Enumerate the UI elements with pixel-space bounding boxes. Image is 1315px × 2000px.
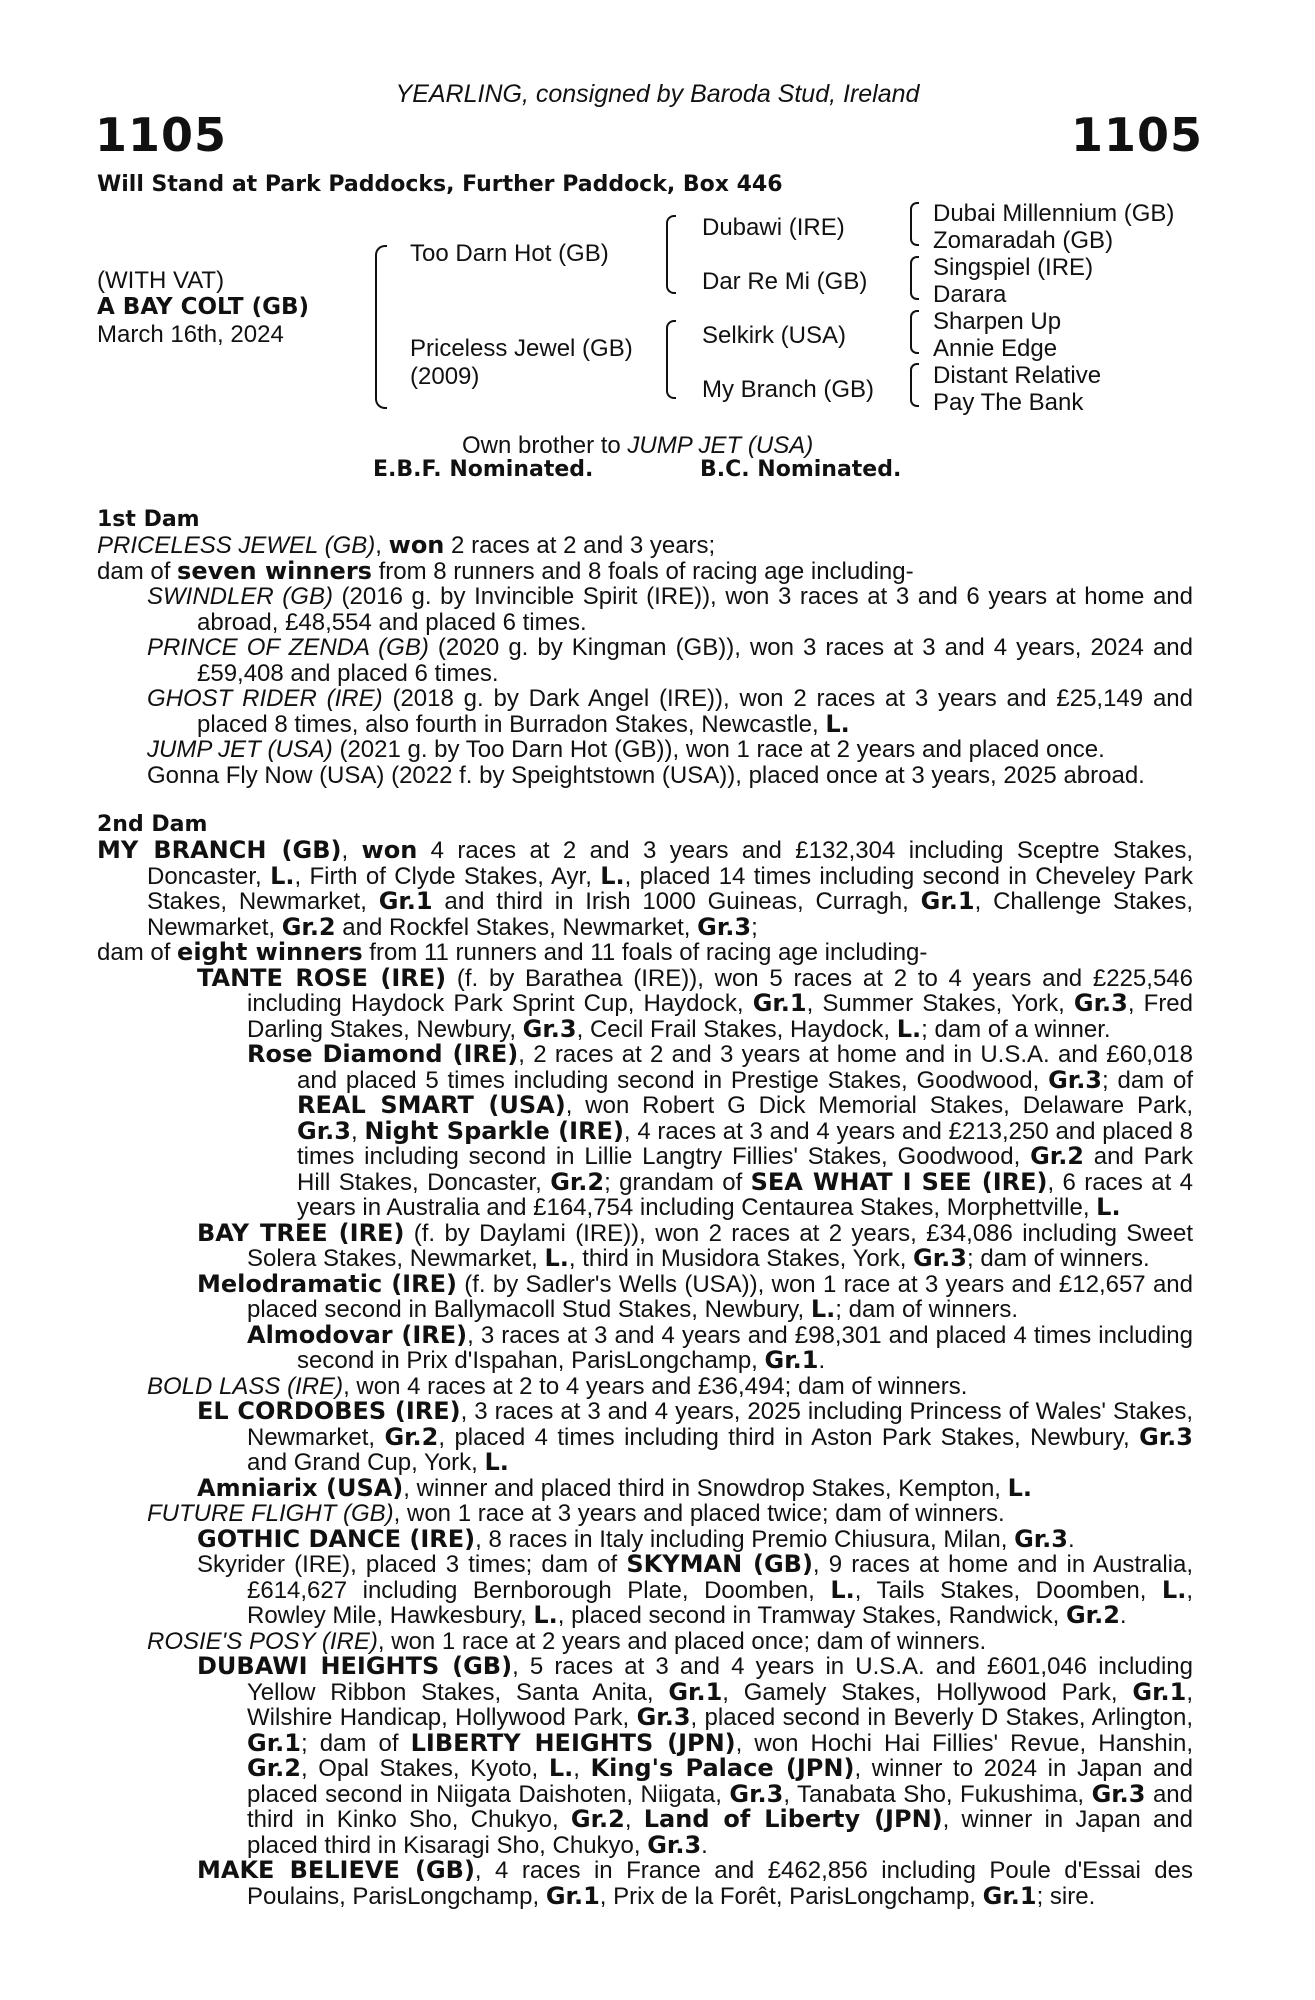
first-dam-heading: 1st Dam [97, 507, 200, 532]
gg-3: Singspiel (IRE) [933, 254, 1094, 281]
progeny-entry: Gonna Fly Now (USA) (2022 f. by Speightstown (USA)), placed once at 3 years, 2025 abroad. [147, 761, 1145, 789]
second-dam-produce: dam of eight winners from 11 runners and 11 foals of racing age including- [97, 938, 928, 966]
gg-8: Pay The Bank [933, 389, 1084, 416]
progeny-entry: BAY TREE (IRE) (f. by Daylami (IRE)), won 2 races at 2 years, £34,086 including Sweet Solera Stakes, Newmarket, L., third in Musidora Stakes, York, Gr.3; dam of winners. [197, 1218, 1194, 1272]
gg-1: Dubai Millennium (GB) [933, 200, 1175, 227]
progeny-entry: MAKE BELIEVE (GB), 4 races in France and £462,856 including Poule d'Essai des Poulains, ParisLongchamp, Gr.1, Prix de la Forêt, ParisLongchamp, Gr.1; sire. [197, 1856, 1193, 1910]
progeny-entry: PRINCE OF ZENDA (GB) (2020 g. by Kingman (GB)), won 3 races at 3 and 4 years, 2024 and £59,408 and placed 6 times. [147, 634, 1193, 687]
progeny-entry: JUMP JET (USA) (2021 g. by Too Darn Hot (GB)), won 1 race at 2 years and placed once. [147, 736, 1105, 763]
pedigree-brace-ds [910, 310, 919, 354]
granddam-paternal: Dar Re Mi (GB) [702, 268, 868, 295]
progeny-entry: GHOST RIDER (IRE) (2018 g. by Dark Angel (IRE)), won 2 races at 3 years and £25,149 and placed 8 times, also fourth in Burradon Stakes, Newcastle, L. [147, 685, 1193, 738]
progeny-entry: EL CORDOBES (IRE), 3 races at 3 and 4 years, 2025 including Princess of Wales' Stakes, Newmarket, Gr.2, placed 4 times including third in Aston Park Stakes, Newbury, Gr.3 and Grand Cup, York, L. [197, 1397, 1194, 1476]
lot-number-right: 1105 [1070, 108, 1203, 162]
horse-name: A BAY COLT (GB) [97, 294, 310, 320]
first-dam-produce: dam of seven winners from 8 runners and 8 foals of racing age including- [97, 556, 914, 585]
first-dam-record: PRICELESS JEWEL (GB), won 2 races at 2 and 3 years; [97, 531, 716, 559]
progeny-entry: Almodovar (IRE), 3 races at 3 and 4 years and £98,301 and placed 4 times including second in Prix d'Ispahan, ParisLongchamp, Gr.1. [247, 1320, 1193, 1374]
progeny-entry: Skyrider (IRE), placed 3 times; dam of SKYMAN (GB), 9 races at home and in Australia, £614,627 including Bernborough Plate, Doomben, L., Tails Stakes, Doomben, L., Rowley Mile, Hawkesbury, L., placed second in Tramway Stakes, Randwick, Gr.2. [197, 1550, 1194, 1629]
progeny-entry: BOLD LASS (IRE), won 4 races at 2 to 4 years and £36,494; dam of winners. [147, 1372, 968, 1400]
progeny-entry: Amniarix (USA), winner and placed third in Snowdrop Stakes, Kempton, L. [197, 1473, 1033, 1502]
gg-7: Distant Relative [933, 362, 1102, 389]
gg-6: Annie Edge [933, 335, 1058, 362]
lot-number-left: 1105 [95, 108, 228, 162]
progeny-entry: GOTHIC DANCE (IRE), 8 races in Italy including Premio Chiusura, Milan, Gr.3. [197, 1524, 1075, 1553]
first-dam-section [97, 533, 1193, 788]
stand-location: Will Stand at Park Paddocks, Further Paddock, Box 446 [97, 172, 783, 197]
second-dam-heading: 2nd Dam [97, 812, 208, 837]
pedigree-brace-sd [910, 256, 919, 300]
dam-year: (2009) [410, 363, 480, 390]
progeny-entry: FUTURE FLIGHT (GB), won 1 race at 3 years and placed twice; dam of winners. [147, 1500, 1005, 1527]
progeny-entry: SWINDLER (GB) (2016 g. by Invincible Spirit (IRE)), won 3 races at 3 and 6 years at home and abroad, £48,554 and placed 6 times. [147, 583, 1193, 636]
pedigree-brace-ss [910, 202, 919, 246]
grandsire-paternal: Dubawi (IRE) [702, 214, 845, 241]
progeny-entry: TANTE ROSE (IRE) (f. by Barathea (IRE)), won 5 races at 2 to 4 years and £225,546 including Haydock Park Sprint Cup, Haydock, Gr.1, Summer Stakes, York, Gr.3, Fred Darling Stakes, Newbury, Gr.3, Cecil Frail Stakes, Haydock, L.; dam of a winner. [197, 963, 1194, 1043]
sire-name: Too Darn Hot (GB) [410, 240, 609, 267]
second-dam-section [97, 838, 1193, 1909]
progeny-entry: Melodramatic (IRE) (f. by Sadler's Wells (USA)), won 1 race at 3 years and £12,657 and placed second in Ballymacoll Stud Stakes, Newbury, L.; dam of winners. [197, 1269, 1193, 1323]
pedigree-brace-dd [910, 363, 919, 407]
vat-note: (WITH VAT) [97, 267, 225, 294]
second-dam-record: MY BRANCH (GB), won 4 races at 2 and 3 years and £132,304 including Sceptre Stakes, Doncaster, L., Firth of Clyde Stakes, Ayr, L., placed 14 times including second in Cheveley Park Stakes, Newmarket, Gr.1 and third in Irish 1000 Guineas, Curragh, Gr.1, Challenge Stakes, Newmarket, Gr.2 and Rockfel Stakes, Newmarket, Gr.3; [97, 836, 1194, 941]
foaling-date: March 16th, 2024 [97, 321, 284, 348]
grandsire-maternal: Selkirk (USA) [702, 322, 847, 349]
consignment-line: YEARLING, consigned by Baroda Stud, Ireland [395, 80, 920, 108]
progeny-entry: Rose Diamond (IRE), 2 races at 2 and 3 years at home and in U.S.A. and £60,018 and placed 5 times including second in Prestige Stakes, Goodwood, Gr.3; dam of REAL SMART (USA), won Robert G Dick Memorial Stakes, Delaware Park, Gr.3, Night Sparkle (IRE), 4 races at 3 and 4 years and £213,250 and placed 8 times including second in Lillie Langtry Fillies' Stakes, Goodwood, Gr.2 and Park Hill Stakes, Doncaster, Gr.2; grandam of SEA WHAT I SEE (IRE), 6 races at 4 years in Australia and £164,754 including Centaurea Stakes, Morphettville, L. [247, 1040, 1194, 1221]
pedigree-brace-main [375, 245, 387, 409]
gg-2: Zomaradah (GB) [933, 227, 1114, 254]
own-brother-note: Own brother to JUMP JET (USA) [462, 432, 814, 459]
bc-nominated: B.C. Nominated. [700, 457, 902, 482]
pedigree-brace-dam [666, 320, 676, 399]
gg-4: Darara [933, 281, 1007, 308]
progeny-entry: ROSIE'S POSY (IRE), won 1 race at 2 years and placed once; dam of winners. [147, 1627, 987, 1655]
pedigree-brace-sire [666, 215, 676, 294]
progeny-entry: DUBAWI HEIGHTS (GB), 5 races at 3 and 4 years in U.S.A. and £601,046 including Yellow Ribbon Stakes, Santa Anita, Gr.1, Gamely Stakes, Hollywood Park, Gr.1, Wilshire Handicap, Hollywood Park, Gr.3, placed second in Beverly D Stakes, Arlington, Gr.1; dam of LIBERTY HEIGHTS (JPN), won Hochi Hai Fillies' Revue, Hanshin, Gr.2, Opal Stakes, Kyoto, L., King's Palace (JPN), winner to 2024 in Japan and placed second in Niigata Daishoten, Niigata, Gr.3, Tanabata Sho, Fukushima, Gr.3 and third in Kinko Sho, Chukyo, Gr.2, Land of Liberty (JPN), winner in Japan and placed third in Kisaragi Sho, Chukyo, Gr.3. [197, 1652, 1194, 1859]
gg-5: Sharpen Up [933, 308, 1062, 335]
granddam-maternal: My Branch (GB) [702, 376, 875, 403]
dam-name: Priceless Jewel (GB) [410, 335, 633, 362]
ebf-nominated: E.B.F. Nominated. [373, 457, 594, 482]
